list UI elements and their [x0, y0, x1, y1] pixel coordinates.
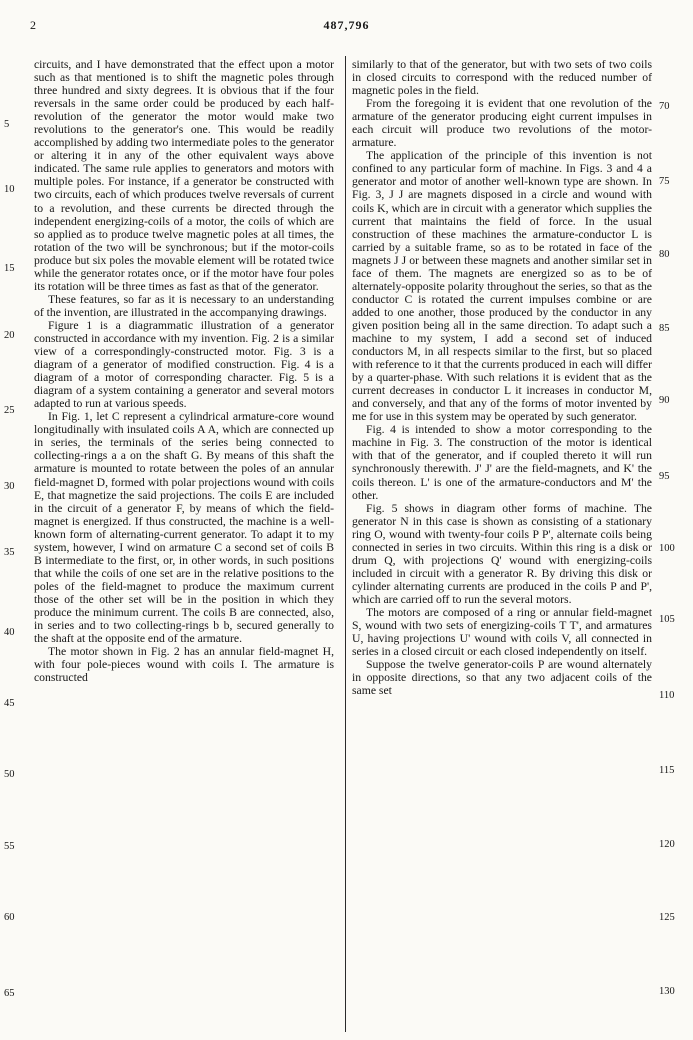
- line-number-right: 75: [659, 176, 670, 187]
- left-paragraph-3: Figure 1 is a diagrammatic illustration of a generator constructed in accordance with my invention. Fig. 2 is a similar view of a correspondingly-constructed motor. Fig. 3 is a diagram of a generator of modified construction. Fig. 4 is a diagram of a motor of corresponding character. Fig. 5 is a diagram of a system containing a generator and several motors adapted to run at various speeds.: [34, 318, 334, 411]
- line-number-left: 5: [4, 119, 10, 130]
- line-number-right: 80: [659, 249, 670, 260]
- line-number-left: 10: [4, 184, 15, 195]
- line-number-left: 25: [4, 405, 15, 416]
- column-divider: [345, 56, 346, 1032]
- line-number-right: 130: [659, 986, 675, 997]
- left-column: [34, 58, 334, 684]
- right-paragraph-1: similarly to that of the generator, but with two sets of two coils in closed circuits to correspond with the reduced number of magnetic poles in the field.: [352, 58, 652, 98]
- right-paragraph-5: Fig. 5 shows in diagram other forms of machine. The generator N in this case is shown as consisting of a stationary ring O, wound with twenty-four coils P P', alternate coils being connected in series in two circuits. Within this ring is a disk or drum Q, with projections Q' wound with energizing-coils included in circuit with a generator R. By driving this disk or cylinder alternating currents are produced in the coils P and P', which are carried off to run the several motors.: [352, 501, 652, 606]
- page-number: 2: [30, 18, 36, 32]
- line-number-left: 35: [4, 547, 15, 558]
- left-paragraph-1: circuits, and I have demonstrated that the effect upon a motor such as that mentioned is to shift the magnetic poles through three hundred and sixty degrees. It is obvious that if the four reversals in the same order could be produced by each half-revolution of the generator the motor would make two revolutions to the generator's one. This would be readily accomplished by adding two intermediate poles to the generator or altering it in any of the other equivalent ways above indicated. The same rule applies to generators and motors with multiple poles. For instance, if a generator be constructed with two circuits, each of which produces twelve reversals of current to a revolution, and these currents be directed through the independent energizing-coils of a motor, the coils of which are so applied as to produce twelve magnetic poles at all times, the rotation of the two will be synchronous; but if the motor-coils produce but six poles the movable element will be rotated twice while the generator rotates once, or if the motor have four poles its rotation will be three times as fast as that of the generator.: [34, 58, 334, 293]
- left-paragraph-4: In Fig. 1, let C represent a cylindrical armature-core wound longitudinally with insulated coils A A, which are connected up in series, the terminals of the series being connected to collecting-rings a a on the shaft G. By means of this shaft the armature is mounted to rotate between the poles of an annular field-magnet D, formed with polar projections wound with coils E, that magnetize the said projections. The coils E are included in the circuit of a generator F, by means of which the field-magnet is energized. If thus constructed, the machine is a well-known form of alternating-current generator. To adapt it to my system, however, I wind on armature C a second set of coils B B intermediate to the first, or, in other words, in such positions that while the coils of one set are in the relative positions to the poles of the field-magnet to produce the maximum current those of the other set will be in the position in which they produce the minimum current. The coils B are connected, also, in series and to two collecting-rings b b, secured generally to the shaft at the opposite end of the armature.: [34, 410, 334, 646]
- line-number-left: 30: [4, 481, 15, 492]
- line-number-right: 110: [659, 690, 675, 701]
- patent-number: 487,796: [323, 18, 370, 32]
- line-number-right: 85: [659, 323, 670, 334]
- right-paragraph-7: Suppose the twelve generator-coils P are wound alternately in opposite directions, so that any two adjacent coils of the same set: [352, 658, 652, 698]
- line-number-left: 60: [4, 912, 15, 923]
- right-paragraph-4: Fig. 4 is intended to show a motor corresponding to the machine in Fig. 3. The construction of the motor is identical with that of the generator, and if coupled thereto it will run synchronously therewith. J' J' are the field-magnets, and K' the coils thereon. L' is one of the armature-conductors and M' the other.: [352, 423, 652, 502]
- line-number-right: 120: [659, 839, 675, 850]
- right-paragraph-6: The motors are composed of a ring or annular field-magnet S, wound with two sets of energizing-coils T T', and armatures U, having projections U' wound with coils V, all connected in series in a closed circuit or each closed independently on itself.: [352, 605, 652, 659]
- right-column: [352, 58, 652, 697]
- line-number-left: 55: [4, 841, 15, 852]
- line-number-left: 40: [4, 627, 15, 638]
- line-number-right: 115: [659, 765, 675, 776]
- line-number-left: 20: [4, 330, 15, 341]
- left-paragraph-2: These features, so far as it is necessary to an understanding of the invention, are illustrated in the accompanying drawings.: [34, 292, 334, 319]
- line-number-left: 45: [4, 698, 15, 709]
- right-paragraph-2: From the foregoing it is evident that one revolution of the armature of the generator producing eight current impulses in each circuit will produce two revolutions of the motor-armature.: [352, 97, 652, 150]
- line-number-right: 90: [659, 395, 670, 406]
- line-number-left: 65: [4, 988, 15, 999]
- line-number-left: 50: [4, 769, 15, 780]
- line-number-right: 95: [659, 471, 670, 482]
- line-number-left: 15: [4, 263, 15, 274]
- right-paragraph-3: The application of the principle of this invention is not confined to any particular form of machine. In Figs. 3 and 4 a generator and motor of another well-known type are shown. In Fig. 3, J J are magnets disposed in a circle and wound with coils K, which are in circuit with a generator which supplies the current that maintains the field of force. In the usual construction of these machines the armature-conductor L is carried by a suitable frame, so as to be rotated in face of the magnets J J or between these magnets and another similar set in face of them. The magnets are energized so as to be of alternately-opposite polarity throughout the series, so that as the conductor C is rotated the current impulses combine or are added to one another, those produced by the conductor in any given position being all in the same direction. To adapt such a machine to my system, I add a second set of induced conductors M, in all respects similar to the first, but so placed with reference to it that the currents produced in each will differ by a quarter-phase. With such relations it is evident that as the current decreases in conductor L it increases in conductor M, and conversely, and that any of the forms of motor invented by me for use in this system may be operated by such generator.: [352, 149, 652, 424]
- line-number-right: 100: [659, 543, 675, 554]
- left-paragraph-5: The motor shown in Fig. 2 has an annular field-magnet H, with four pole-pieces wound with coils I. The armature is constructed: [34, 645, 334, 685]
- line-number-right: 105: [659, 614, 675, 625]
- line-number-right: 125: [659, 912, 675, 923]
- line-number-right: 70: [659, 101, 670, 112]
